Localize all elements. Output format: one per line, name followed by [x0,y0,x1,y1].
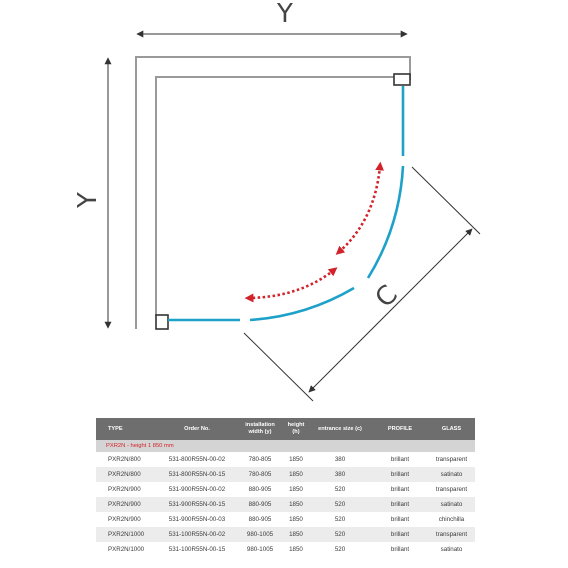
cell-type: PXR2N/1000 [96,527,158,542]
cell-entrance: 520 [334,486,346,493]
cell-order: 531-900R55N-00-02 [168,486,226,493]
cell-profile: brillant [372,527,428,542]
cell-order: 531-800R55N-00-15 [158,467,236,482]
cell-profile: brillant [390,456,410,463]
table-row [96,482,475,497]
entrance-label: C [369,279,404,314]
cell-width: 880-905 [248,486,272,493]
cell-profile: brillant [372,497,428,512]
wall-frame [136,57,410,329]
table-row [96,542,475,557]
table-row [96,512,475,527]
cell-profile: brillant [390,546,410,553]
cell-entrance: 520 [308,497,372,512]
cell-glass: satinato [440,546,463,553]
cell-glass: transparent [428,527,475,542]
cell-entrance: 520 [308,527,372,542]
header-profile: PROFILE [372,418,428,440]
cell-glass: transparent [435,486,468,493]
table-header-row [96,418,475,440]
cell-height: 1850 [289,546,303,553]
section-row [96,440,475,452]
cell-order: 531-800R55N-00-02 [168,456,226,463]
cell-profile: brillant [372,467,428,482]
cell-width: 780-805 [236,467,284,482]
cell-profile: brillant [390,486,410,493]
cell-height: 1850 [289,516,303,523]
cell-width: 880-905 [236,497,284,512]
cell-order: 531-900R55N-00-15 [158,497,236,512]
header-entrance: entrance size (c) [308,418,372,440]
door-arrow-left [249,270,334,298]
cell-glass: satinato [428,497,475,512]
cell-type: PXR2N/900 [96,497,158,512]
cell-type: PXR2N/1000 [108,546,145,553]
cell-glass: satinato [428,467,475,482]
depth-dimension [73,58,108,328]
quadrant-glass [168,86,403,320]
cell-type: PXR2N/900 [108,486,141,493]
header-glass: GLASS [428,418,475,440]
entrance-dimension [244,167,480,401]
table-row [96,497,475,512]
left-wall-profile [156,315,168,329]
cell-width: 780-805 [248,456,272,463]
cell-type: PXR2N/800 [96,467,158,482]
cell-width: 880-905 [248,516,272,523]
cell-height: 1850 [284,467,308,482]
cell-glass: transparent [435,456,468,463]
cell-glass: chinchilla [438,516,465,523]
width-label: Y [277,0,293,29]
header-width: installation width (y) [236,418,284,440]
cell-type: PXR2N/800 [108,456,141,463]
cell-height: 1850 [289,456,303,463]
table-row [96,467,475,482]
cell-entrance: 380 [334,456,346,463]
cell-height: 1850 [284,527,308,542]
section-title: PXR2N - height 1 850 mm [96,440,475,452]
cell-width: 980-1005 [246,546,274,553]
cell-order: 531-100R55N-00-02 [158,527,236,542]
header-height: height (h) [284,418,308,440]
header-order: Order No. [158,418,236,440]
specification-table [96,418,475,557]
door-opening-arrows [249,166,380,298]
table-row [96,527,475,542]
cell-height: 1850 [284,497,308,512]
cell-profile: brillant [390,516,410,523]
depth-label: Y [73,192,103,208]
table-row [96,452,475,467]
cell-entrance: 380 [308,467,372,482]
cell-type: PXR2N/900 [108,516,141,523]
header-type: TYPE [96,418,158,440]
cell-order: 531-100R55N-00-15 [168,546,226,553]
cell-order: 531-900R55N-00-03 [168,516,226,523]
top-wall-profile [394,74,410,85]
cell-height: 1850 [289,486,303,493]
cell-width: 980-1005 [236,527,284,542]
width-dimension [137,0,407,34]
door-arrow-right [339,166,380,252]
cell-entrance: 520 [334,516,346,523]
cell-entrance: 520 [334,546,346,553]
